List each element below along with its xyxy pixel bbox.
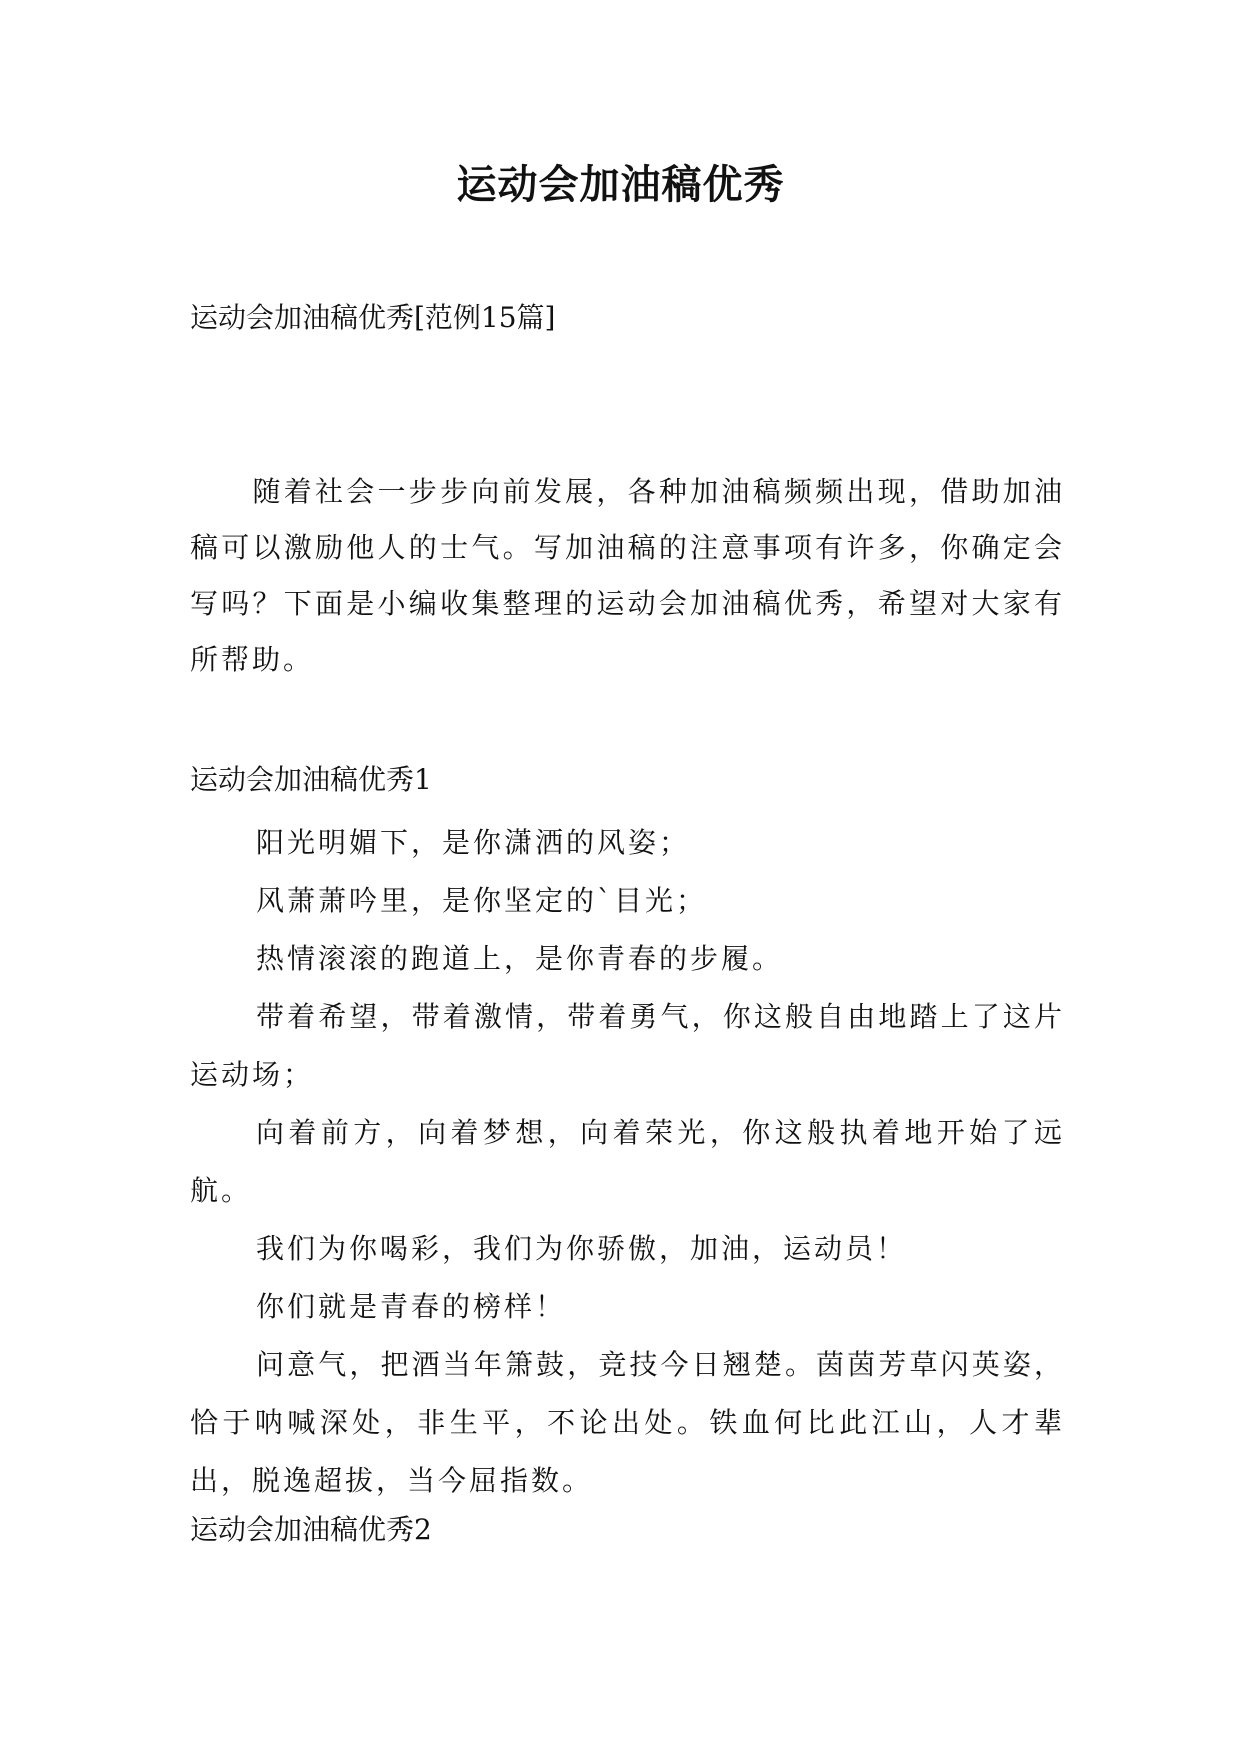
- intro-paragraph: 随着社会一步步向前发展，各种加油稿频频出现，借助加油稿可以激励他人的士气。写加油稿的注意事项有许多，你确定会写吗？下面是小编收集整理的运动会加油稿优秀，希望对大家有所帮助。: [190, 475, 1065, 676]
- poem-paragraph: 我们为你喝彩，我们为你骄傲，加油，运动员！: [256, 1232, 908, 1265]
- poem-paragraph: 带着希望，带着激情，带着勇气，你这般自由地踏上了这片运动场；: [190, 1000, 1065, 1091]
- poem-paragraph: 热情滚滚的跑道上，是你青春的步履。: [256, 942, 784, 975]
- document-subtitle: 运动会加油稿优秀[范例15篇]: [190, 301, 556, 334]
- poem-paragraph: 风萧萧吟里，是你坚定的`目光；: [256, 884, 708, 917]
- poem-paragraph: 你们就是青春的榜样！: [256, 1290, 567, 1323]
- section-heading-2: 运动会加油稿优秀2: [190, 1513, 432, 1546]
- poem-paragraph: 阳光明媚下，是你潇洒的风姿；: [256, 826, 691, 859]
- section-heading-1: 运动会加油稿优秀1: [190, 763, 432, 796]
- section-1-body: [190, 814, 1065, 1510]
- poem-paragraph: 向着前方，向着梦想，向着荣光，你这般执着地开始了远航。: [190, 1116, 1065, 1207]
- document-title: 运动会加油稿优秀: [456, 162, 785, 208]
- poem-paragraph: 问意气，把酒当年箫鼓，竞技今日翘楚。茵茵芳草闪英姿，恰于呐喊深处，非生平，不论出处。铁血何比此江山，人才辈出，脱逸超拔，当今屈指数。: [190, 1348, 1065, 1497]
